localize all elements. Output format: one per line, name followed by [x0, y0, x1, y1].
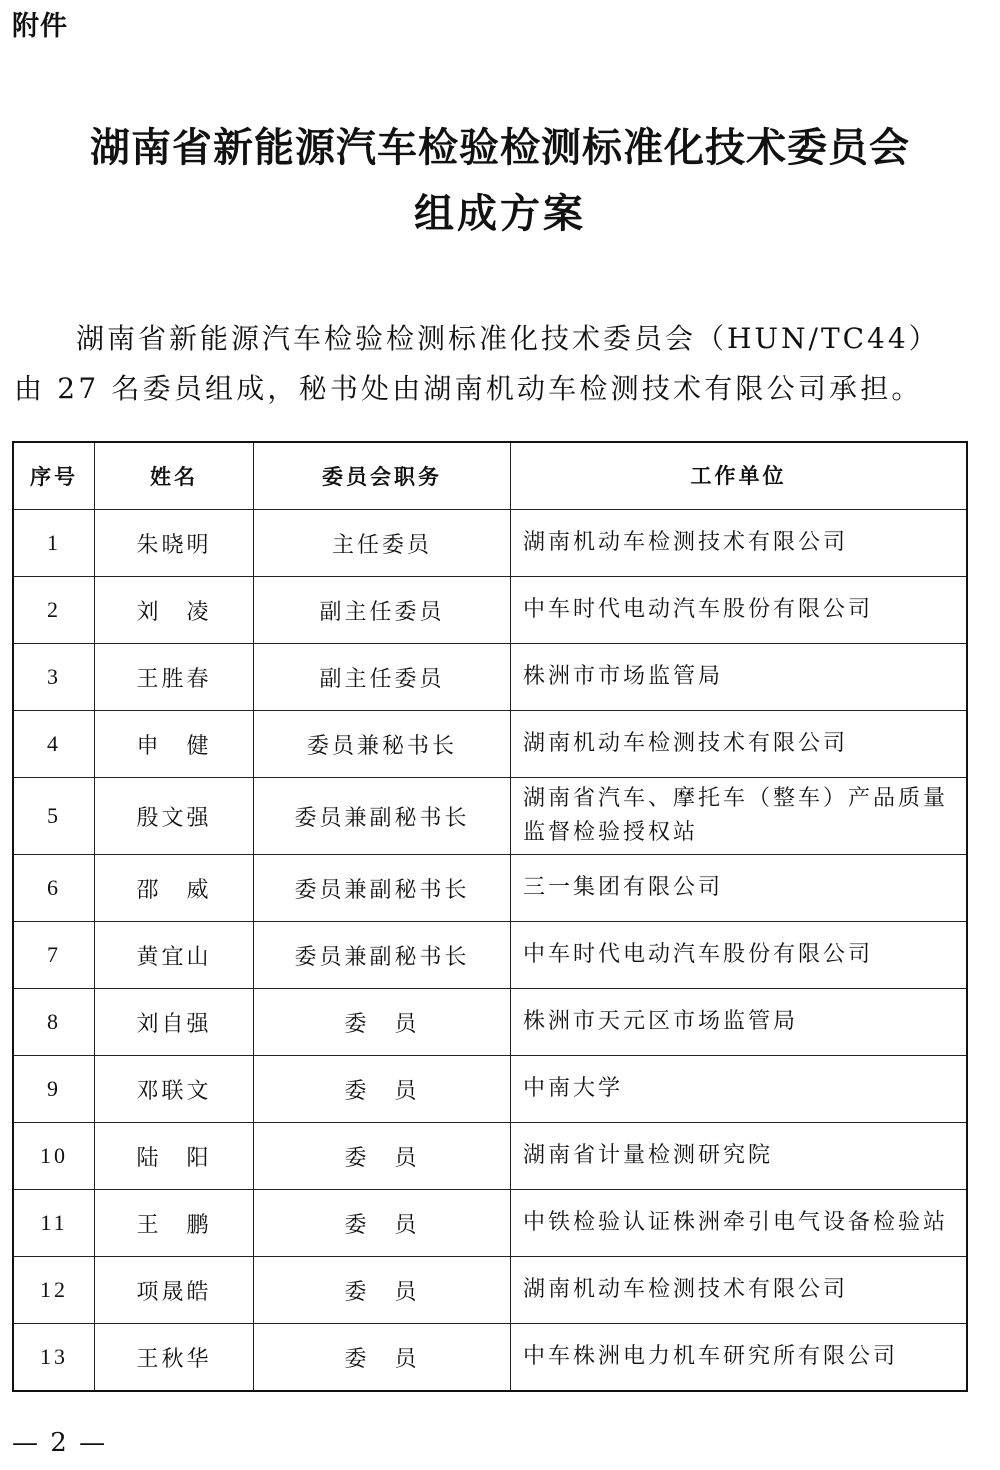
- member-name: 王胜春: [95, 644, 254, 711]
- committee-role: 委员兼副秘书长: [254, 855, 511, 922]
- table-row: [13, 711, 967, 778]
- header-name: 姓名: [95, 442, 254, 510]
- row-number: 3: [13, 644, 95, 711]
- committee-role: 副主任委员: [254, 644, 511, 711]
- table-row: [13, 1324, 967, 1392]
- member-name: 邓联文: [95, 1056, 254, 1123]
- work-unit: 中车株洲电力机车研究所有限公司: [511, 1324, 968, 1392]
- committee-role: 委员兼副秘书长: [254, 778, 511, 855]
- table-row: [13, 510, 967, 577]
- header-organization: 工作单位: [511, 442, 968, 510]
- table-row: [13, 922, 967, 989]
- table-row: [13, 644, 967, 711]
- row-number: 9: [13, 1056, 95, 1123]
- committee-role: 委 员: [254, 1257, 511, 1324]
- member-name: 王 鹏: [95, 1190, 254, 1257]
- table-row: [13, 1190, 967, 1257]
- row-number: 8: [13, 989, 95, 1056]
- work-unit: 中车时代电动汽车股份有限公司: [511, 577, 968, 644]
- work-unit: 中车时代电动汽车股份有限公司: [511, 922, 968, 989]
- committee-role: 委 员: [254, 1056, 511, 1123]
- work-unit: 湖南省汽车、摩托车（整车）产品质量监督检验授权站: [511, 778, 968, 855]
- member-name: 邵 威: [95, 855, 254, 922]
- table-row: [13, 1123, 967, 1190]
- row-number: 7: [13, 922, 95, 989]
- member-name: 王秋华: [95, 1324, 254, 1392]
- committee-role: 副主任委员: [254, 577, 511, 644]
- committee-role: 委员兼秘书长: [254, 711, 511, 778]
- row-number: 12: [13, 1257, 95, 1324]
- member-name: 陆 阳: [95, 1123, 254, 1190]
- intro-paragraph: [14, 314, 964, 414]
- table-row: [13, 778, 967, 855]
- work-unit: 株洲市市场监管局: [511, 644, 968, 711]
- committee-role: 委 员: [254, 1123, 511, 1190]
- members-table: [12, 441, 968, 1392]
- page-number: — 2 —: [12, 1428, 108, 1458]
- work-unit: 湖南省计量检测研究院: [511, 1123, 968, 1190]
- row-number: 4: [13, 711, 95, 778]
- member-name: 项晟皓: [95, 1257, 254, 1324]
- work-unit: 湖南机动车检测技术有限公司: [511, 1257, 968, 1324]
- header-role: 委员会职务: [254, 442, 511, 510]
- row-number: 2: [13, 577, 95, 644]
- work-unit: 湖南机动车检测技术有限公司: [511, 711, 968, 778]
- committee-role: 主任委员: [254, 510, 511, 577]
- committee-role: 委 员: [254, 1324, 511, 1392]
- intro-line-2: 由 27 名委员组成，秘书处由湖南机动车检测技术有限公司承担。: [14, 372, 923, 405]
- document-title-line2: 组成方案: [414, 191, 586, 237]
- work-unit: 株洲市天元区市场监管局: [511, 989, 968, 1056]
- committee-role: 委 员: [254, 989, 511, 1056]
- member-name: 朱晓明: [95, 510, 254, 577]
- committee-role: 委 员: [254, 1190, 511, 1257]
- member-name: 殷文强: [95, 778, 254, 855]
- member-name: 申 健: [95, 711, 254, 778]
- table-row: [13, 1257, 967, 1324]
- row-number: 1: [13, 510, 95, 577]
- document-title-line1: 湖南省新能源汽车检验检测标准化技术委员会: [90, 125, 910, 171]
- member-name: 刘自强: [95, 989, 254, 1056]
- work-unit: 中铁检验认证株洲牵引电气设备检验站: [511, 1190, 968, 1257]
- table-row: [13, 989, 967, 1056]
- row-number: 13: [13, 1324, 95, 1392]
- intro-line-1: 湖南省新能源汽车检验检测标准化技术委员会（HUN/TC44）: [76, 322, 940, 355]
- row-number: 5: [13, 778, 95, 855]
- work-unit: 中南大学: [511, 1056, 968, 1123]
- table-row: [13, 855, 967, 922]
- work-unit: 三一集团有限公司: [511, 855, 968, 922]
- work-unit: 湖南机动车检测技术有限公司: [511, 510, 968, 577]
- row-number: 11: [13, 1190, 95, 1257]
- member-name: 黄宜山: [95, 922, 254, 989]
- table-row: [13, 577, 967, 644]
- member-name: 刘 凌: [95, 577, 254, 644]
- header-number: 序号: [13, 442, 95, 510]
- committee-role: 委员兼副秘书长: [254, 922, 511, 989]
- row-number: 6: [13, 855, 95, 922]
- row-number: 10: [13, 1123, 95, 1190]
- table-header-row: [13, 442, 967, 510]
- table-row: [13, 1056, 967, 1123]
- attachment-label: 附件: [12, 11, 68, 42]
